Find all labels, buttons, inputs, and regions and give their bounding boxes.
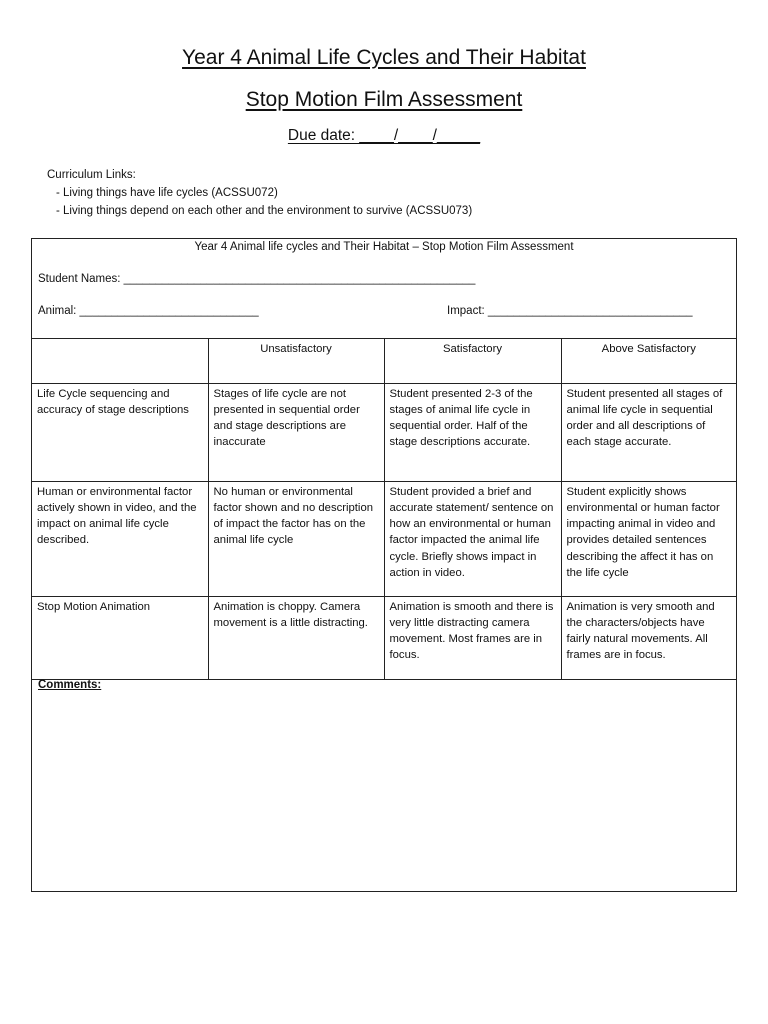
rubric-header-blank [32, 339, 208, 383]
page-title [0, 46, 768, 70]
rubric-criterion: Life Cycle sequencing and accuracy of stage descriptions [32, 383, 208, 481]
rubric-row [32, 383, 736, 481]
rubric-header-above-satisfactory: Above Satisfactory [561, 339, 736, 383]
curriculum-heading: Curriculum Links: [47, 169, 136, 181]
rubric-cell-unsatisfactory: Stages of life cycle are not presented in sequential order and stage descriptions are inaccurate [208, 383, 384, 481]
page-subtitle [0, 88, 768, 112]
assessment-header [32, 239, 736, 339]
rubric-cell-satisfactory: Student presented 2-3 of the stages of animal life cycle in sequential order. Half of the stage descriptions accurate. [384, 383, 561, 481]
rubric-row [32, 596, 736, 679]
student-names-field: Student Names: _______________________________________________________ [38, 273, 476, 285]
rubric-cell-above: Student explicitly shows environmental or human factor impacting animal in video and provides detailed sentences describing the affect it has on the life cycle [561, 481, 736, 596]
assessment-title: Year 4 Animal life cycles and Their Habitat – Stop Motion Film Assessment [194, 241, 574, 253]
page-title-text: Year 4 Animal Life Cycles and Their Habitat [182, 46, 586, 69]
assessment-sheet [31, 238, 737, 892]
rubric-criterion: Human or environmental factor actively shown in video, and the impact on animal life cycle described. [32, 481, 208, 596]
rubric-cell-unsatisfactory: No human or environmental factor shown and no description of impact the factor has on the animal life cycle [208, 481, 384, 596]
animal-field: Animal: ____________________________ [38, 305, 259, 317]
curriculum-links [47, 166, 472, 220]
rubric-criterion: Stop Motion Animation [32, 596, 208, 679]
rubric-header-unsatisfactory: Unsatisfactory [208, 339, 384, 383]
curriculum-item: - Living things have life cycles (ACSSU072) [56, 187, 278, 199]
due-date-text: Due date: ____/____/_____ [287, 127, 481, 144]
rubric-header-satisfactory: Satisfactory [384, 339, 561, 383]
page-subtitle-text: Stop Motion Film Assessment [245, 88, 523, 111]
rubric-table [32, 339, 736, 680]
curriculum-item: - Living things depend on each other and the environment to survive (ACSSU073) [56, 205, 473, 217]
rubric-row [32, 481, 736, 596]
due-date [0, 127, 768, 145]
comments-label: Comments: [38, 679, 102, 691]
rubric-cell-unsatisfactory: Animation is choppy. Camera movement is a little distracting. [208, 596, 384, 679]
rubric-header-row [32, 339, 736, 383]
comments-box [32, 679, 736, 891]
rubric-cell-satisfactory: Student provided a brief and accurate statement/ sentence on how an environmental or human factor impacted the animal life cycle. Briefly shows impact in action in video. [384, 481, 561, 596]
rubric-cell-above: Student presented all stages of animal life cycle in sequential order and all descriptions of each stage accurate. [561, 383, 736, 481]
rubric-cell-satisfactory: Animation is smooth and there is very little distracting camera movement. Most frames are in focus. [384, 596, 561, 679]
rubric-cell-above: Animation is very smooth and the characters/objects have fairly natural movements. All frames are in focus. [561, 596, 736, 679]
impact-field: Impact: ________________________________ [447, 305, 693, 317]
